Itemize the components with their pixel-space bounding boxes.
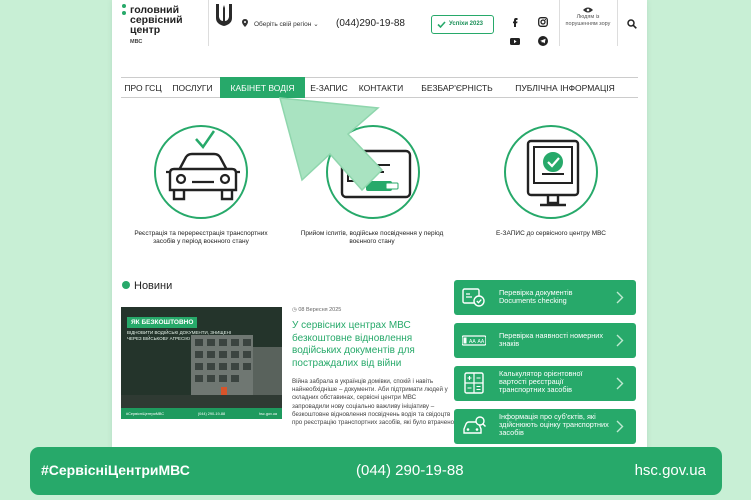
footer-url: hsc.gov.ua xyxy=(634,462,706,479)
nav-item-driver-cabinet[interactable]: КАБІНЕТ ВОДІЯ xyxy=(220,77,305,98)
success-button-label: Успіхи 2023 xyxy=(449,21,484,27)
footer-hashtag: #СервісніЦентриМВС xyxy=(41,462,190,478)
car-search-icon xyxy=(462,415,486,437)
service-registration-label: Реєстрація та перереєстрація транспортних засобів у період воєнного стану xyxy=(134,230,268,245)
service-e-appointment-label: Е-ЗАПИС до сервісного центру МВС xyxy=(496,230,606,237)
nav-item-accessibility[interactable]: БЕЗБАР'ЄРНІСТЬ xyxy=(421,83,493,93)
youtube-icon[interactable] xyxy=(510,36,520,46)
svg-text:AA: AA xyxy=(477,339,485,346)
promo-footer-bar xyxy=(30,447,722,495)
monitor-check-icon xyxy=(506,127,600,221)
header-divider-3 xyxy=(617,0,618,46)
news-image-hashtag: #СервісніЦентриМВС xyxy=(126,411,165,416)
news-image-bar xyxy=(121,408,282,419)
logo-org: МВС xyxy=(130,39,143,45)
header-divider-2 xyxy=(559,0,560,46)
header-phone[interactable]: (044)290-19-88 xyxy=(336,18,405,29)
trident-icon xyxy=(214,2,234,28)
document-check-icon xyxy=(462,286,486,308)
website-page xyxy=(112,0,647,470)
logo-dots xyxy=(122,4,127,18)
logo-line-2: сервісний xyxy=(130,14,183,26)
news-title[interactable]: У сервісних центрах МВС безкоштовне відновлення водійських документів для постраждалих від війни xyxy=(292,320,415,369)
service-exams-label: Прийом іспитів, водійське посвідчення у період воєнного стану xyxy=(300,230,444,245)
low-vision-label: Людям із порушенням зору xyxy=(565,14,611,27)
quick-link-plate-check[interactable] xyxy=(454,323,636,358)
location-pin-icon xyxy=(242,19,248,27)
logo-line-1: головний xyxy=(130,4,180,16)
quick-link-document-check-label: Перевірка документів Documents checking xyxy=(499,288,573,305)
region-selector[interactable] xyxy=(242,19,319,28)
main-nav xyxy=(121,77,638,98)
header-divider xyxy=(208,0,209,46)
news-body: Війна забрала в українців домівки, спокій і навіть найнеобхідніше – документи. Аби підтримати людей у складних обставинах, сервісні центри МВС запровадили нову соціально важливу ініціативу – безкоштовне відновлення посвідчень водія та свідоцтв про реєстрацію транспортних засобів, які було втрачено xyxy=(292,378,455,427)
quick-link-calculator[interactable] xyxy=(454,366,636,401)
nav-item-services[interactable]: ПОСЛУГИ xyxy=(172,83,213,93)
news-dot-icon xyxy=(122,281,130,289)
chevron-right-icon xyxy=(615,334,624,347)
cursor-arrow-icon xyxy=(278,96,384,194)
logo-text xyxy=(130,5,200,35)
calculator-icon xyxy=(462,372,486,394)
search-icon[interactable] xyxy=(627,19,637,29)
chevron-right-icon xyxy=(615,420,624,433)
news-image-phone: (044) 290-19-88 xyxy=(197,411,226,416)
news-date: ◷ 08 Вересня 2025 xyxy=(292,307,342,313)
low-vision-button[interactable] xyxy=(563,7,613,28)
news-image-text: ВІДНОВИТИ ВОДІЙСЬКІ ДОКУМЕНТИ, ЗНИЩЕНІ ЧЕРЕЗ ВІЙСЬКОВУ АГРЕСІЮ xyxy=(127,330,232,341)
news-heading-text: Новини xyxy=(134,280,173,292)
quick-link-appraisers-label: Інформація про суб'єктів, які здійснюють оцінку транспортних засобів xyxy=(499,412,609,437)
checkmark-icon xyxy=(437,20,446,29)
news-heading xyxy=(122,280,172,292)
nav-item-about[interactable]: ПРО ГСЦ xyxy=(124,83,162,93)
success-2023-button[interactable] xyxy=(431,15,494,34)
instagram-icon[interactable] xyxy=(538,17,548,27)
chevron-down-icon: ⌄ xyxy=(313,21,319,28)
eye-icon xyxy=(583,7,593,13)
chevron-right-icon xyxy=(615,291,624,304)
chevron-right-icon xyxy=(615,377,624,390)
news-image-url: hsc.gov.ua xyxy=(258,411,277,416)
license-plate-icon xyxy=(462,329,486,351)
news-image[interactable] xyxy=(121,307,282,419)
quick-link-calculator-label: Калькулятор орієнтовної вартості реєстрації транспортних засобів xyxy=(499,369,583,394)
car-icon xyxy=(156,127,250,221)
svg-text:AA: AA xyxy=(469,339,476,346)
service-e-appointment[interactable] xyxy=(504,125,598,219)
region-label: Оберіть свій регіон xyxy=(254,21,312,28)
logo-line-3: центр xyxy=(130,24,161,36)
nav-item-e-appointment[interactable]: Е-ЗАПИС xyxy=(310,83,348,93)
quick-link-document-check[interactable] xyxy=(454,280,636,315)
telegram-icon[interactable] xyxy=(538,36,548,46)
news-date-text: 08 Вересня 2025 xyxy=(298,307,342,313)
nav-item-contacts[interactable]: КОНТАКТИ xyxy=(358,83,404,93)
news-image-badge: ЯК БЕЗКОШТОВНО xyxy=(127,317,197,328)
quick-link-appraisers[interactable] xyxy=(454,409,636,444)
service-registration[interactable] xyxy=(154,125,248,219)
facebook-icon[interactable] xyxy=(510,17,520,27)
nav-item-public-info[interactable]: ПУБЛІЧНА ІНФОРМАЦІЯ xyxy=(515,83,615,93)
footer-phone: (044) 290-19-88 xyxy=(356,462,464,479)
quick-link-plate-check-label: Перевірка наявності номерних знаків xyxy=(499,331,604,348)
